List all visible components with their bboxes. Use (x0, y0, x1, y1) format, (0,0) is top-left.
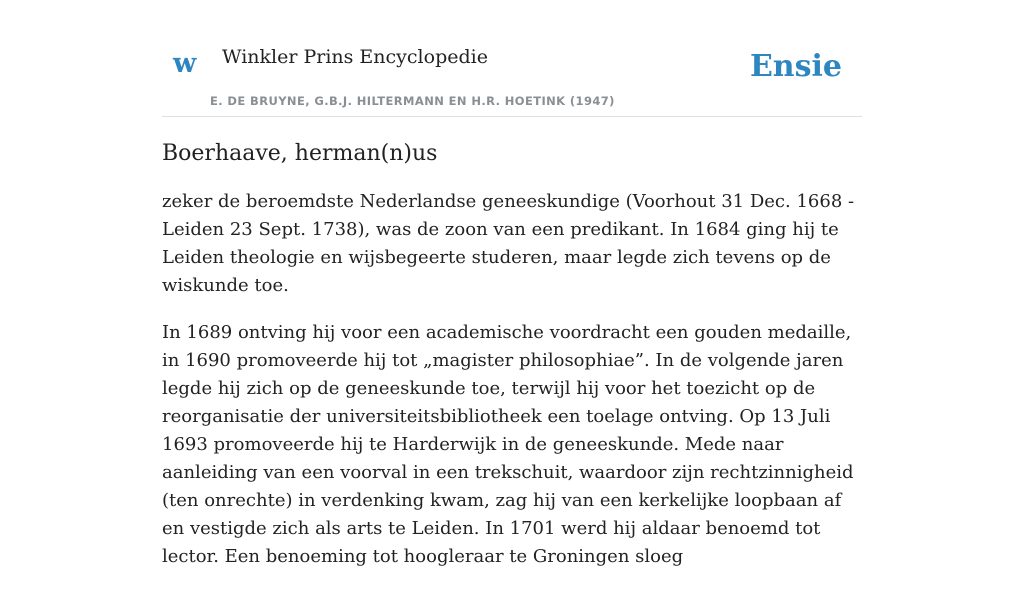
article-paragraph: In 1689 ontving hij voor een academische voordracht een gouden medaille, in 1690 promoveerde hij tot „magister philosophiae”. In de volgende jaren legde hij zich op de geneeskunde toe, terwijl hij voor het toezicht op de reorganisatie der universiteitsbibliotheek een toelage ontving. Op 13 Juli 1693 promoveerde hij te Harderwijk in de geneeskunde. Mede naar aanleiding van een voorval in een trekschuit, waardoor zijn rechtzinnigheid (ten onrechte) in verdenking kwam, zag hij van een kerkelijke loopbaan af en vestigde zich als arts te Leiden. In 1701 werd hij aldaar benoemd tot lector. Een benoeming tot hoogleraar te Groningen sloeg (162, 322, 854, 567)
article-title: Boerhaave, herman(n)us (162, 141, 438, 166)
site-header (162, 0, 862, 117)
publication-authors: E. DE BRUYNE, G.B.J. HILTERMANN EN H.R. HOETINK (1947) (210, 94, 615, 108)
publication-title[interactable]: Winkler Prins Encyclopedie (222, 46, 488, 68)
publication-logo[interactable]: w (173, 48, 197, 79)
article-paragraph: zeker de beroemdste Nederlandse geneeskundige (Voorhout 31 Dec. 1668 - Leiden 23 Sept. 1738), was de zoon van een predikant. In 1684 ging hij te Leiden theologie en wijsbegeerte studeren, maar legde zich tevens op de wiskunde toe. (162, 191, 855, 296)
article-page (162, 0, 862, 590)
article-body (162, 188, 862, 571)
ensie-brand-logo[interactable]: Ensie (749, 49, 842, 84)
